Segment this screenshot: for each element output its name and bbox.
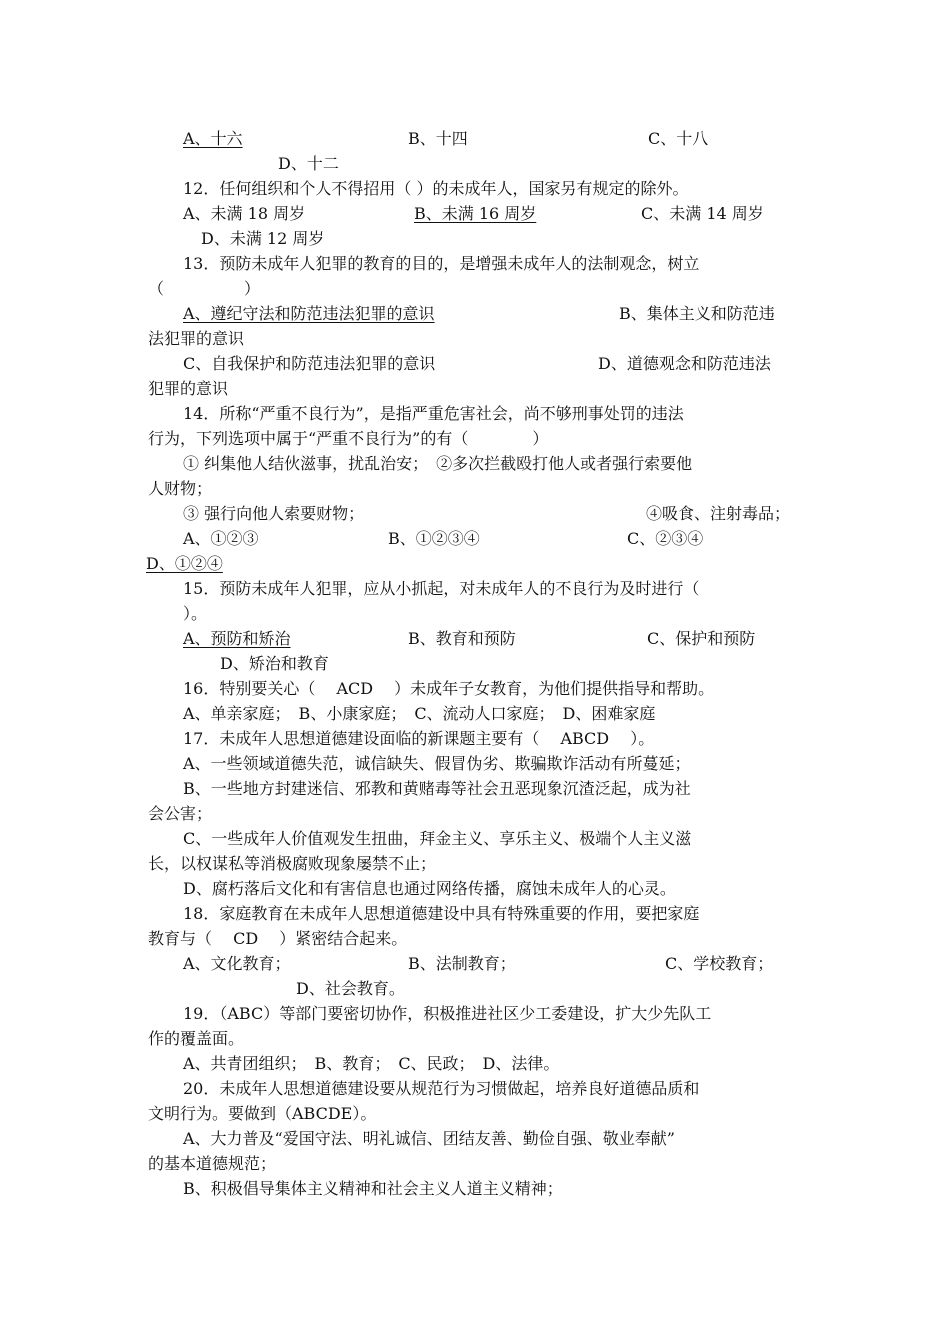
q15-stem-line-2: ）。	[183, 604, 208, 623]
q18-stem-line-2: 教育与（ CD ）紧密结合起来。	[148, 929, 408, 948]
q20-stem-line-1: 20．未成年人思想道德建设要从规范行为习惯做起，培养良好道德品质和	[183, 1079, 700, 1098]
q18-option-c: C、学校教育；	[665, 954, 774, 973]
q11-option-b: B、十四	[408, 129, 468, 148]
q13-option-b-line-2: 法犯罪的意识	[148, 329, 245, 348]
q11-option-d: D、十二	[278, 154, 339, 173]
q20-option-a-line-2: 的基本道德规范；	[148, 1154, 277, 1173]
q20-stem-line-2: 文明行为。要做到（ABCDE）。	[148, 1104, 377, 1123]
q20-option-a-line-1: A、大力普及“爱国守法、明礼诚信、团结友善、勤俭自强、敬业奉献”	[183, 1129, 675, 1148]
q13-option-d-line-1: D、道德观念和防范违法	[598, 354, 771, 373]
q14-option-a: A、①②③	[183, 529, 259, 548]
q15-option-b: B、教育和预防	[408, 629, 516, 648]
q14-items-1-2-line-1: ① 纠集他人结伙滋事，扰乱治安； ②多次拦截殴打他人或者强行索要他	[183, 454, 693, 473]
q14-option-d: D、①②④	[146, 554, 223, 573]
q14-items-1-2-line-2: 人财物；	[148, 479, 213, 498]
q17-option-c-line-2: 长，以权谋私等消极腐败现象屡禁不止；	[148, 854, 437, 873]
q13-stem-line-1: 13．预防未成年人犯罪的教育的目的，是增强未成年人的法制观念，树立	[183, 254, 700, 273]
q17-option-c-line-1: C、一些成年人价值观发生扭曲，拜金主义、享乐主义、极端个人主义滋	[183, 829, 692, 848]
q12-option-a: A、未满 18 周岁	[183, 204, 306, 223]
q14-stem-line-1: 14．所称“严重不良行为”，是指严重危害社会，尚不够刑事处罚的违法	[183, 404, 684, 423]
q20-option-b: B、积极倡导集体主义精神和社会主义人道主义精神；	[183, 1179, 563, 1198]
q18-stem-line-1: 18．家庭教育在未成年人思想道德建设中具有特殊重要的作用，要把家庭	[183, 904, 700, 923]
q13-option-a: A、遵纪守法和防范违法犯罪的意识	[183, 304, 435, 323]
q15-option-c: C、保护和预防	[647, 629, 756, 648]
q16-options: A、单亲家庭； B、小康家庭； C、流动人口家庭； D、困难家庭	[183, 704, 656, 723]
q17-stem: 17．未成年人思想道德建设面临的新课题主要有（ ABCD ）。	[183, 729, 655, 748]
q12-option-c: C、未满 14 周岁	[641, 204, 764, 223]
q11-option-c: C、十八	[648, 129, 709, 148]
q19-stem-line-1: 19．（ABC）等部门要密切协作，积极推进社区少工委建设，扩大少先队工	[183, 1004, 712, 1023]
q12-option-d: D、未满 12 周岁	[201, 229, 325, 248]
q14-option-c: C、②③④	[627, 529, 704, 548]
q18-option-b: B、法制教育；	[408, 954, 516, 973]
q17-option-b-line-1: B、一些地方封建迷信、邪教和黄赌毒等社会丑恶现象沉渣泛起，成为社	[183, 779, 691, 798]
q14-item-3: ③ 强行向他人索要财物；	[183, 504, 365, 523]
q15-option-d: D、矫治和教育	[220, 654, 329, 673]
q15-stem-line-1: 15．预防未成年人犯罪，应从小抓起，对未成年人的不良行为及时进行（	[183, 579, 700, 598]
q16-stem: 16．特别要关心（ ACD ）未成年子女教育，为他们提供指导和帮助。	[183, 679, 715, 698]
q12-stem: 12．任何组织和个人不得招用（ ）的未成年人，国家另有规定的除外。	[183, 179, 689, 198]
q13-option-b-line-1: B、集体主义和防范违	[619, 304, 775, 323]
q15-option-a: A、预防和矫治	[183, 629, 291, 648]
q14-stem-line-2: 行为，下列选项中属于“严重不良行为”的有（ ）	[148, 429, 549, 448]
q19-options: A、共青团组织； B、教育； C、民政； D、法律。	[183, 1054, 560, 1073]
q13-option-d-line-2: 犯罪的意识	[148, 379, 229, 398]
q17-option-d: D、腐朽落后文化和有害信息也通过网络传播，腐蚀未成年人的心灵。	[183, 879, 676, 898]
q19-stem-line-2: 作的覆盖面。	[148, 1029, 245, 1048]
q17-option-b-line-2: 会公害；	[148, 804, 213, 823]
q11-option-a: A、十六	[183, 129, 243, 148]
q13-stem-line-2: （ ）	[148, 279, 261, 298]
q17-option-a: A、一些领域道德失范，诚信缺失、假冒伪劣、欺骗欺诈活动有所蔓延；	[183, 754, 691, 773]
q13-option-c: C、自我保护和防范违法犯罪的意识	[183, 354, 436, 373]
q12-option-b: B、未满 16 周岁	[414, 204, 537, 223]
q18-option-a: A、文化教育；	[183, 954, 291, 973]
q18-option-d: D、社会教育。	[296, 979, 405, 998]
q14-option-b: B、①②③④	[388, 529, 480, 548]
q14-item-4: ④吸食、注射毒品；	[646, 504, 791, 523]
